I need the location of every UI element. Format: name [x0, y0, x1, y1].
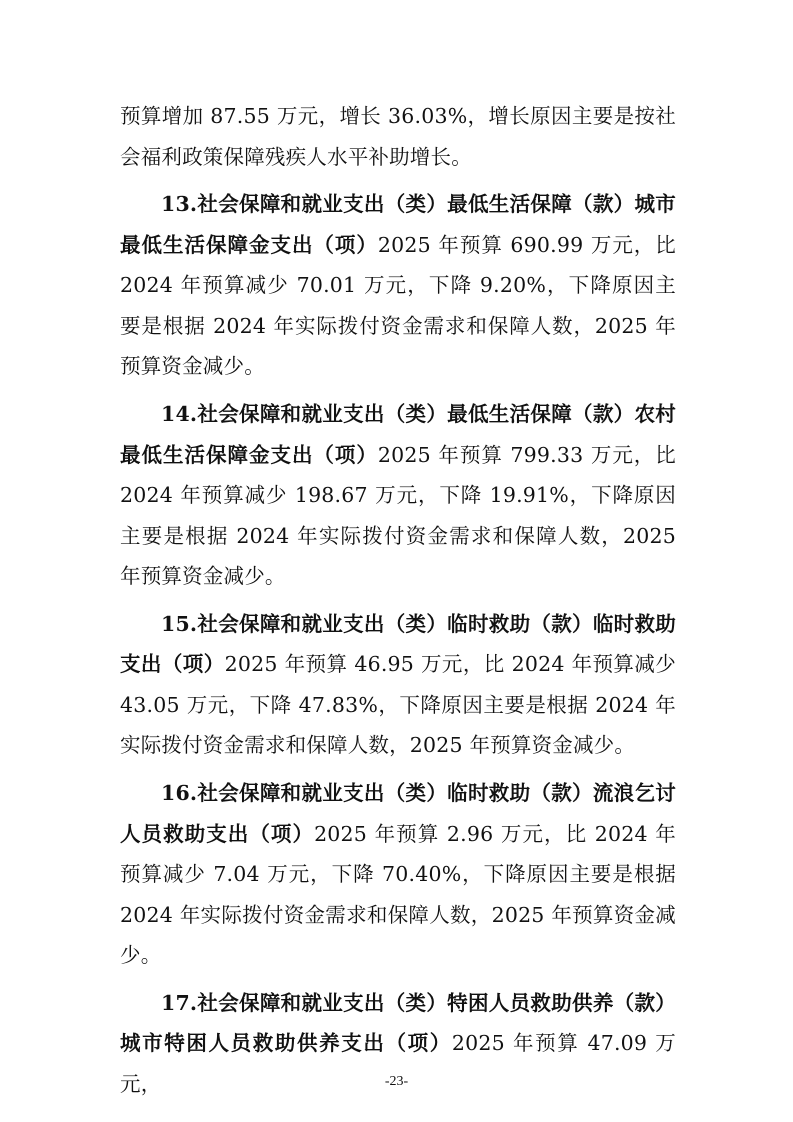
- paragraph-item-16: [120, 773, 676, 976]
- paragraph-continuation: [120, 96, 676, 177]
- item-heading: 15.社会保障和就业支出（类）临时救助（款）临时救助支出（项）: [120, 611, 676, 677]
- page-number: -23-: [384, 1074, 409, 1089]
- document-body: [120, 96, 676, 1112]
- item-text: 2025 年预算 799.33 万元，比 2024 年预算减少 198.67 万元，下降 19.91%，下降原因主要是根据 2024 年实际拨付资金需求和保障人数，2025 年预算资金减少。: [120, 442, 677, 589]
- paragraph-item-15: [120, 604, 676, 766]
- paragraph-item-13: [120, 184, 676, 387]
- paragraph-text: 预算增加 87.55 万元，增长 36.03%，增长原因主要是按社会福利政策保障残疾人水平补助增长。: [120, 104, 676, 169]
- item-heading: 16.社会保障和就业支出（类）临时救助（款）流浪乞讨人员救助支出（项）: [120, 781, 676, 846]
- item-heading: 13.社会保障和就业支出（类）最低生活保障（款）城市最低生活保障金支出（项）: [120, 192, 676, 257]
- item-text: 2025 年预算 47.09 万元，: [120, 1031, 677, 1096]
- item-text: 2025 年预算 46.95 万元，比 2024 年预算减少 43.05 万元，下降 47.83%，下降原因主要是根据 2024 年实际拨付资金需求和保障人数，2025 年预算资金减少。: [120, 652, 676, 758]
- paragraph-item-14: [120, 394, 676, 597]
- item-text: 2025 年预算 690.99 万元，比 2024 年预算减少 70.01 万元，下降 9.20%，下降原因主要是根据 2024 年实际拨付资金需求和保障人数，2025 年预算资金减少。: [120, 232, 677, 379]
- item-heading: 17.社会保障和就业支出（类）特困人员救助供养（款）城市特困人员救助供养支出（项）: [120, 990, 676, 1056]
- item-heading: 14.社会保障和就业支出（类）最低生活保障（款）农村最低生活保障金支出（项）: [120, 402, 676, 467]
- item-text: 2025 年预算 2.96 万元，比 2024 年预算减少 7.04 万元，下降 70.40%，下降原因主要是根据 2024 年实际拨付资金需求和保障人数，2025 年预算资金减少。: [120, 821, 676, 968]
